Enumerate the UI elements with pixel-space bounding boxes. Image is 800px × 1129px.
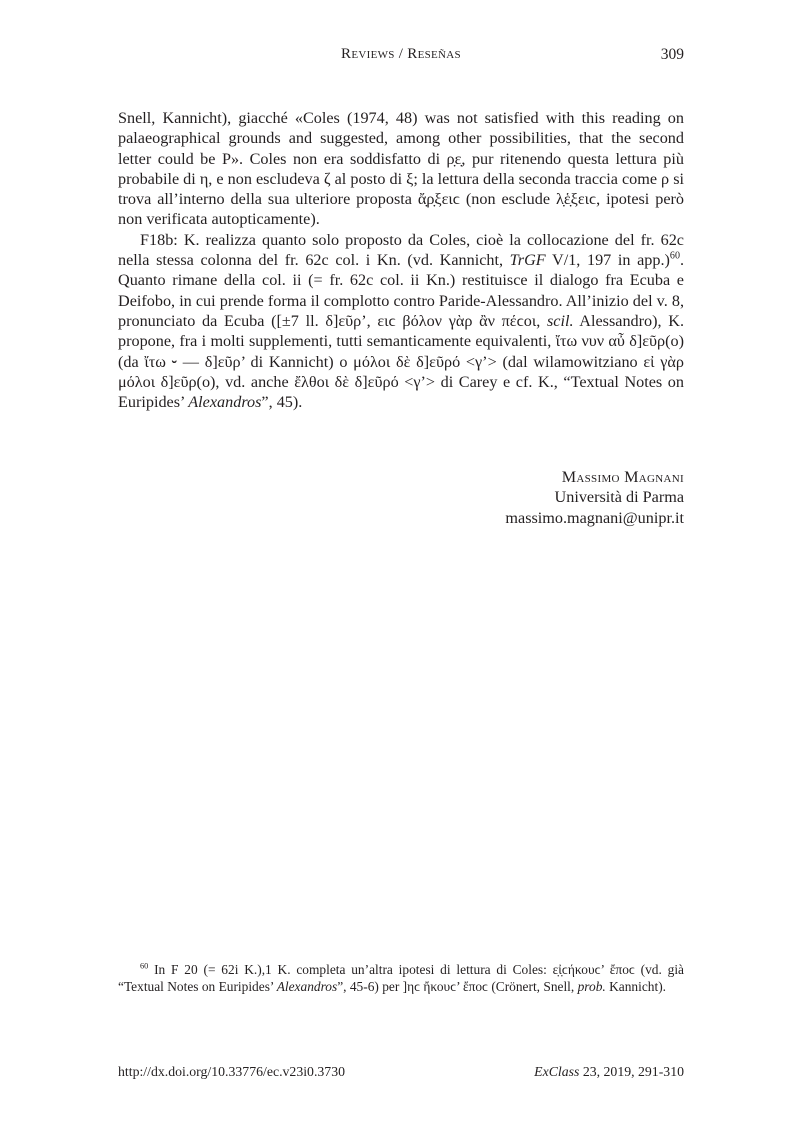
doi-link[interactable]: http://dx.doi.org/10.33776/ec.v23i0.3730 [118, 1064, 346, 1079]
footnote-number: 60 [140, 961, 149, 971]
author-email[interactable]: massimo.magnani@unipr.it [505, 508, 684, 527]
journal-citation [534, 1064, 684, 1080]
page-number: 309 [660, 46, 684, 63]
paragraph-segment: ”, 45). [261, 393, 303, 412]
paragraph-2 [118, 230, 684, 413]
paragraph-segment: Snell, Kannicht), giacché «Coles (1974, 48) was not satisfied with this reading on palaeographical grounds and suggested, among other possibilities, that the second letter could be P». Coles non era soddisfatto di ρ̣ε̣, pur ritenendo questa lettura più probabile di η, e non escludeva ζ al posto di ξ; la lettura della seconda traccia come ρ si trova all’interno della sua ulteriore proposta ἄ̣ρ̣ξειϲ (non esclude λ̣ἑ̣ξειϲ, ipotesi però non verificata autopticamente). [118, 109, 684, 229]
citation-details: 23, 2019, 291-310 [579, 1064, 684, 1079]
journal-name: ExClass [534, 1064, 580, 1079]
author-affiliation: Università di Parma [554, 488, 684, 507]
paragraph-segment: 60 [669, 250, 680, 262]
footnote-segment: prob. [577, 978, 606, 994]
footnote-body [118, 962, 684, 994]
running-head: Reviews / Reseñas [341, 46, 461, 62]
paragraph-segment: scil. [546, 311, 574, 330]
paragraph-segment: V/1, 197 in app.) [545, 251, 670, 270]
review-signature [505, 467, 684, 528]
footnote-segment: Alexandros [276, 978, 338, 994]
footnote-text [118, 962, 684, 996]
paragraph-segment: TrGF [509, 251, 546, 270]
paragraph-segment: Alexandros [188, 393, 262, 412]
author-name: Massimo Magnani [561, 468, 684, 486]
body-text [118, 108, 684, 412]
paragraph-segment: . Quanto rimane della col. ii (= fr. 62c col. ii Kn.) restituisce il dialogo fra Ecuba e Deifobo, in cui prende forma il complotto contro Paride-Alessandro. All’inizio del v. 8, pronunciato da Ecuba ([±7 ll. δ]εῦρ’, ειϲ βόλον γὰρ ἂν πέϲοι, [118, 251, 684, 330]
footnote-segment: ”, 45-6) per ]ηϲ ἤκουϲ’ ἔποϲ (Crönert, Snell, [337, 978, 578, 994]
footnote-segment: Kannicht). [605, 978, 667, 994]
paragraph-segment: Alessandro), K. propone, fra i molti supplementi, tutti semanticamente equivalenti, ἴτω νυν αὖ δ]εῦρ(ο) (da ἴτω ⏑ — δ]εῦρ’ di Kannicht) ο μόλοι δὲ δ]εῦρό <γ’> (dal wilamowitziano εἰ γὰρ μόλοι δ]εῦρ(ο), vd. anche ἔλθοι δὲ δ]εῦρό <γ’> di Carey e cf. K., “Textual Notes on Euripides’ [118, 311, 685, 412]
footnote-60 [118, 962, 684, 996]
paragraph-1 [118, 108, 684, 230]
footnote-segment: In F 20 (= 62i K.),1 K. completa un’altra ipotesi di lettura di Coles: ε̣ἰ̣ϲήκουϲ’ ἔποϲ (vd. già “Textual Notes on Euripides’ [118, 962, 684, 994]
page-header [118, 38, 684, 62]
paragraph-segment: F18b: K. realizza quanto solo proposto da Coles, cioè la collocazione del fr. 62c nella stessa colonna del fr. 62c col. i Kn. (vd. Kannicht, [118, 230, 684, 270]
